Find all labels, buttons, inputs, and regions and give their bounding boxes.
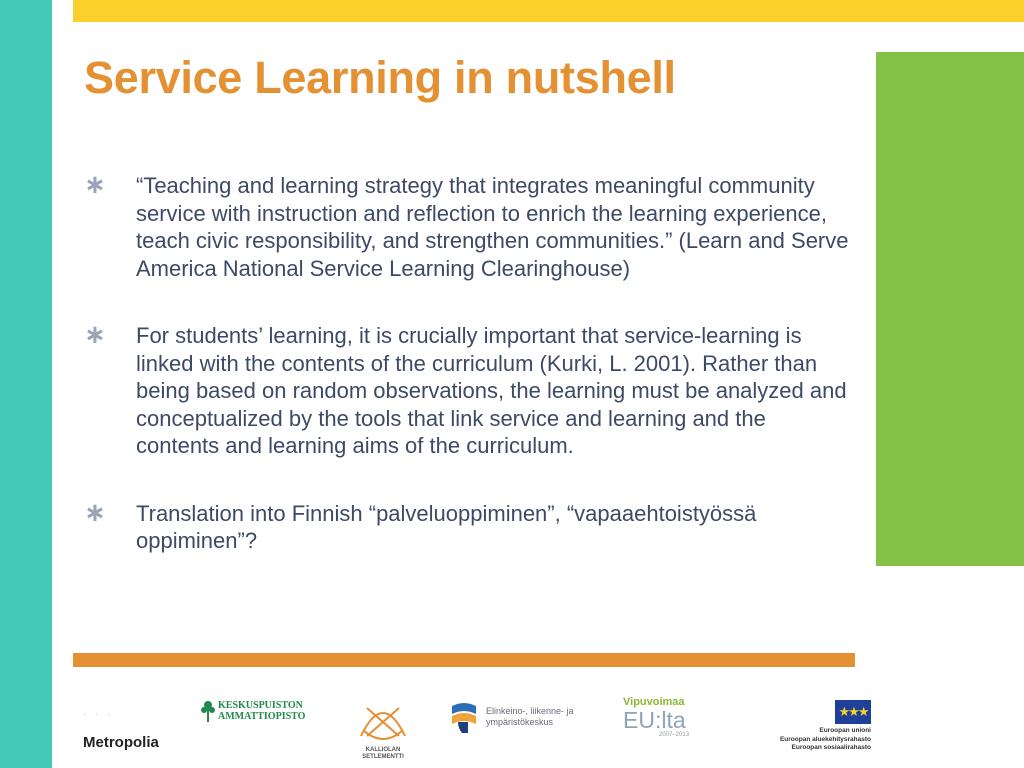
tree-icon xyxy=(201,700,215,722)
kalliolan-emblem-icon xyxy=(355,696,411,742)
bullet-text: For students’ learning, it is crucially important that service-learning is linked with the contents of the curriculum (Kurki, L. 2001). Rather than being based on random observations, the learning must be analyzed and conceptualized by the tools that link service and learning and the contents and learning aims of the curriculum. xyxy=(136,323,847,458)
left-accent-bar xyxy=(0,0,52,768)
footer-divider xyxy=(73,653,855,667)
ely-emblem-icon xyxy=(448,700,480,734)
slide-title: Service Learning in nutshell xyxy=(84,52,676,103)
eu-label-line3: Euroopan sosiaalirahasto xyxy=(791,744,871,751)
vipuvoimaa-logo xyxy=(623,696,689,738)
bullet-item xyxy=(84,322,854,460)
kalliolan-logo xyxy=(353,696,413,761)
eu-label-line2: Euroopan aluekehitysrahasto xyxy=(779,735,871,743)
keskuspuisto-label-line2: AMMATTIOPISTO xyxy=(218,711,306,722)
eu-flag-icon: ★★★ xyxy=(835,700,871,724)
bullet-item xyxy=(84,497,854,555)
bullet-list xyxy=(84,172,854,595)
eulta-label: EU:lta xyxy=(623,707,686,733)
keskuspuisto-logo xyxy=(201,700,305,722)
partner-logos xyxy=(73,690,873,768)
bullet-text: Translation into Finnish “palveluoppiminen”, “vapaaehtoistyössä oppiminen”? xyxy=(136,500,757,553)
ely-keskus-logo xyxy=(448,700,574,734)
metropolia-logo xyxy=(83,710,159,751)
right-green-block xyxy=(876,52,1024,566)
vipu-years-label: 2007–2013 xyxy=(659,732,690,738)
ely-label-line2: ympäristökeskus xyxy=(486,717,554,727)
bullet-text: “Teaching and learning strategy that integrates meaningful community service with instruction and reflection to enrich the learning experience, teach civic responsibility, and strengthen communities.” (Learn and Serve America National Service Learning Clearinghouse) xyxy=(136,173,849,281)
asterisk-bullet-icon: ∗ xyxy=(84,320,106,350)
kalliolan-label-line1: KALLIOLAN xyxy=(365,747,401,753)
top-accent-bar xyxy=(73,0,1024,22)
bullet-item xyxy=(84,172,854,282)
keskuspuisto-label-line1: KESKUSPUISTON xyxy=(218,700,303,711)
kalliolan-label-line2: SETLEMENTTI xyxy=(362,754,404,760)
eu-label-line1: Euroopan unioni xyxy=(819,727,871,734)
metropolia-dots-icon: · · · xyxy=(83,709,114,720)
asterisk-bullet-icon: ∗ xyxy=(84,497,106,528)
eu-logo xyxy=(755,700,871,753)
vipuvoimaa-label: Vipuvoimaa xyxy=(623,696,685,708)
ely-label-line1: Elinkeino-, liikenne- ja xyxy=(486,706,574,716)
metropolia-label: Metropolia xyxy=(83,734,159,751)
asterisk-bullet-icon: ∗ xyxy=(84,170,106,200)
